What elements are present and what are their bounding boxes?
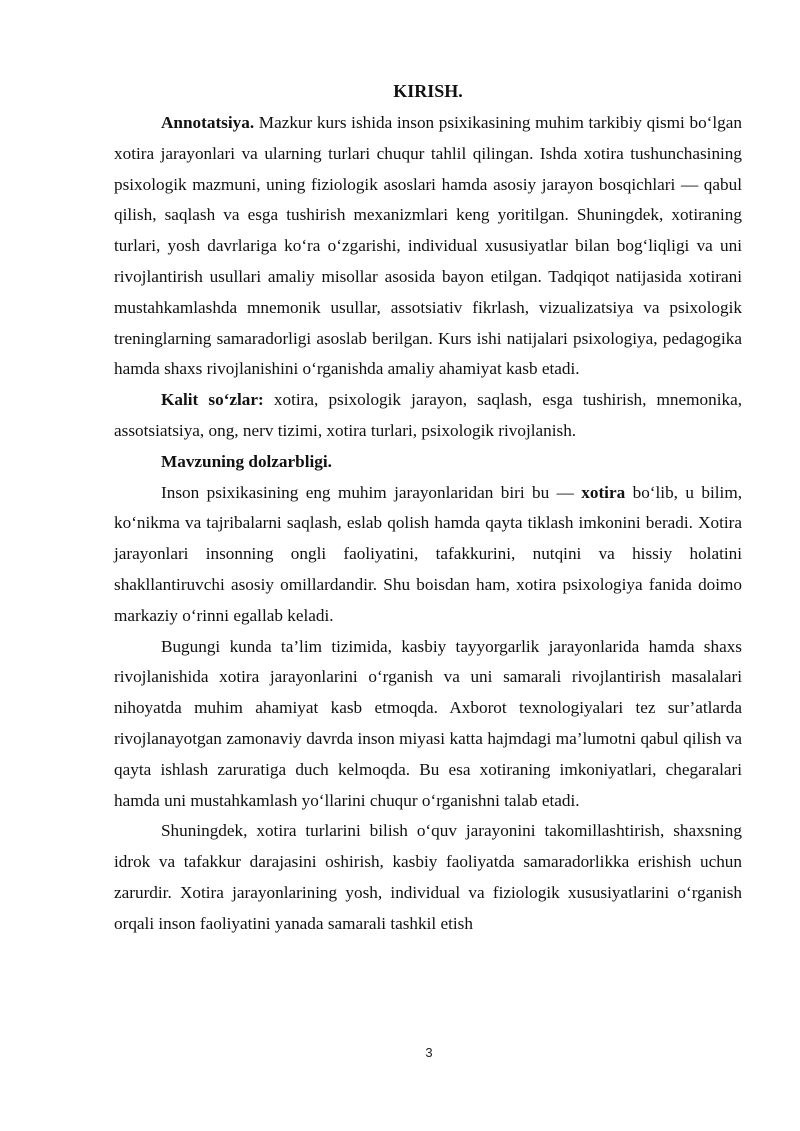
page-title: KIRISH.	[393, 81, 463, 101]
keywords-paragraph	[114, 385, 742, 447]
paragraph1-bold-term: xotira	[581, 482, 626, 502]
body-paragraph-1	[114, 478, 742, 632]
annotation-paragraph	[114, 108, 742, 385]
annotation-label: Annotatsiya.	[161, 113, 255, 132]
page-number: 3	[425, 1045, 433, 1060]
keywords-label: Kalit so‘zlar:	[161, 390, 264, 410]
paragraph1-before: Inson psixikasining eng muhim jarayonlaridan biri bu —	[161, 482, 582, 502]
document-page	[114, 70, 742, 940]
keywords-text: xotira, psixologik jarayon, saqlash, esga tushirish, mnemonika, assotsiatsiya, ong, nerv tizimi, xotira turlari, psixologik rivojlanish.	[114, 390, 742, 440]
relevance-heading: Mavzuning dolzarbligi.	[161, 451, 332, 471]
body-paragraph-3: Shuningdek, xotira turlarini bilish o‘quv jarayonini takomillashtirish, shaxsning idrok va tafakkur darajasini oshirish, kasbiy faoliyatda samaradorlikka erishish uchun zarurdir. Xotira jarayonlarining yosh, individual va fiziologik xususiyatlarini o‘rganish orqali inson faoliyatini yanada samarali tashkil etish	[114, 821, 742, 933]
annotation-text: Mazkur kurs ishida inson psixikasining muhim tarkibiy qismi bo‘lgan xotira jarayonlari va ularning turlari chuqur tahlil qilingan. Ishda xotira tushunchasining psixologik mazmuni, uning fiziologik asoslari hamda asosiy jarayon bosqichlari — qabul qilish, saqlash va esga tushirish mexanizmlari keng yoritilgan. Shuningdek, xotiraning turlari, yosh davrlariga ko‘ra o‘zgarishi, individual xususiyatlar bilan bog‘liqligi va uni rivojlantirish usullari amaliy misollar asosida bayon etilgan. Tadqiqot natijasida xotirani mustahkamlashda mnemonik usullar, assotsiativ fikrlash, vizualizatsiya va psixologik treninglarning samaradorligi asoslab berilgan. Kurs ishi natijalari psixologiya, pedagogika hamda shaxs rivojlanishini o‘rganishda amaliy ahamiyat kasb etadi.	[114, 113, 742, 379]
body-paragraph-2: Bugungi kunda ta’lim tizimida, kasbiy tayyorgarlik jarayonlarida hamda shaxs rivojlanishida xotira jarayonlarini o‘rganish va uni samarali rivojlantirish masalalari nihoyatda muhim ahamiyat kasb etmoqda. Axborot texnologiyalari tez sur’atlarda rivojlanayotgan zamonaviy davrda inson miyasi katta hajmdagi ma’lumotni qabul qilish va qayta ishlash zaruratiga duch kelmoqda. Bu esa xotiraning imkoniyatlari, chegaralari hamda uni mustahkamlash yo‘llarini chuqur o‘rganishni talab etadi.	[114, 636, 742, 810]
paragraph1-after: bo‘lib, u bilim, ko‘nikma va tajribalarni saqlash, eslab qolish hamda qayta tiklash imkonini beradi. Xotira jarayonlari insonning ongli faoliyatini, tafakkurini, nutqini va hissiy holatini shakllantiruvchi asosiy omillardandir. Shu boisdan ham, xotira psixologiya fanida doimo markaziy o‘rinni egallab keladi.	[114, 482, 742, 625]
